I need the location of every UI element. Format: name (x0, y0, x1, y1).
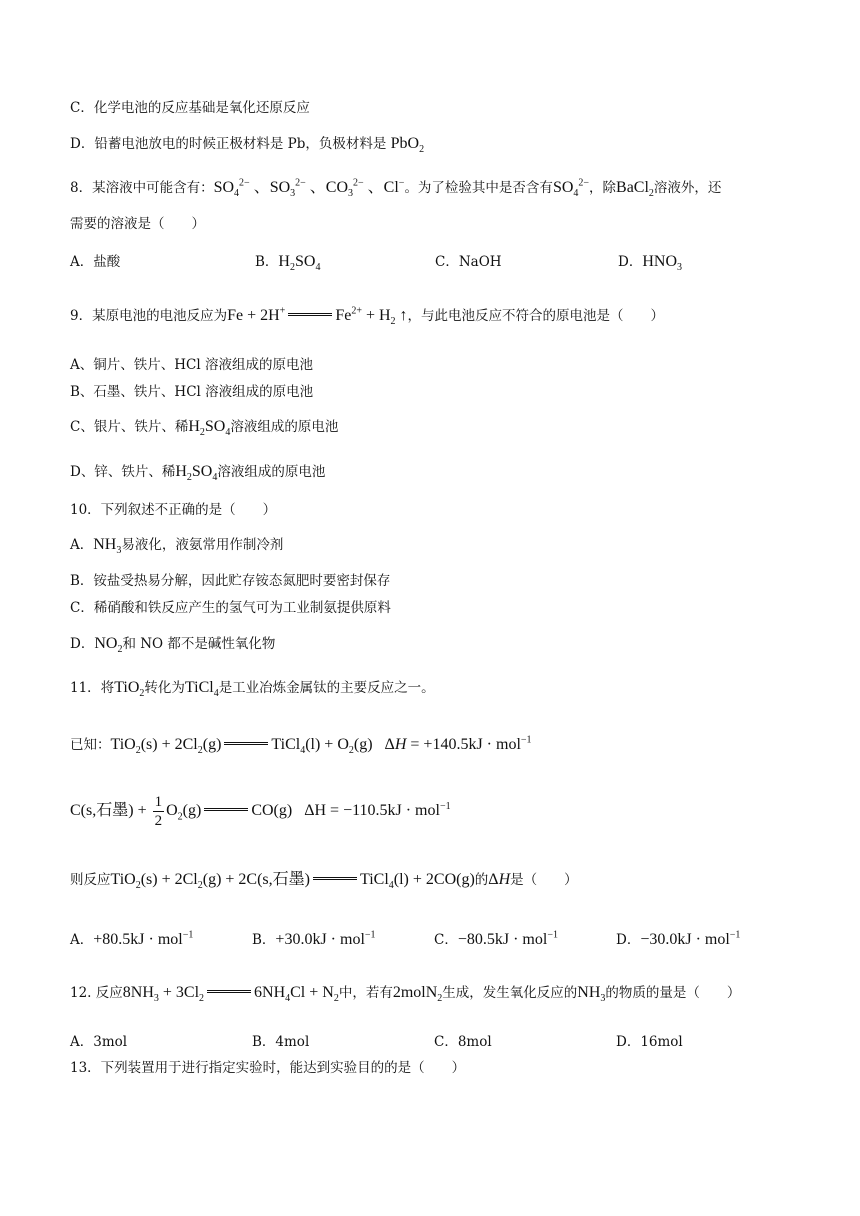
q8-option-d: D．$HNO_3$ (618, 253, 682, 274)
q7-option-d (70, 134, 424, 154)
q8-ion-so4: $SO_4^{2-}$ (552, 177, 590, 200)
q8-option-b: B．$H_2SO_4$ (255, 253, 321, 274)
q7-option-d-text: D．铅蓄电池放电的时候正极材料是 Pb，负极材料是 (70, 136, 391, 152)
q11-target-prefix: 则反应 (70, 872, 111, 888)
q13-stem: 13．下列装置用于进行指定实验时，能达到实验目的的是（ ） (70, 1060, 466, 1076)
q11-option-c: C．−80.5kJ · mol$^{-1}$ (434, 929, 558, 948)
q8-stem-except: ，除 (589, 180, 617, 196)
q11-target-suffix: 是（ ） (510, 872, 578, 888)
q12-option-b: B．4mol (252, 1034, 310, 1050)
q11-fraction-half: $\frac{1}{2}$ (154, 794, 163, 829)
q8-ion-list: $SO_4^{2-}$ 、$SO_3^{2-}$ 、$CO_3^{2-}$ 、Cl− (213, 177, 405, 200)
q10-option-c: C．稀硝酸和铁反应产生的氢气可为工业制氨提供原料 (70, 600, 391, 616)
q8-stem-line2: 需要的溶液是（ ） (70, 216, 205, 232)
q9-reaction: Fe + 2H+ $Fe^{2+} + H_2$ ↑ (227, 305, 408, 328)
q9-option-c: C、银片、铁片、稀$H_2SO_4$溶液组成的原电池 (70, 418, 339, 439)
q9-option-d: D、锌、铁片、稀$H_2SO_4$溶液组成的原电池 (70, 463, 326, 484)
q11-known-label: 已知： (70, 737, 111, 753)
q11-stem: 11．将TiO$_2$转化为TiCl$_4$是工业冶炼金属钛的主要反应之一。 (70, 679, 435, 700)
q11-target-reaction: $TiO_2(s) + 2Cl_2(g) + 2C(s$,石墨) TiCl$_4$(l) + 2CO(g) (110, 871, 475, 892)
q11-target-of: 的 (474, 872, 489, 888)
q11-target: 则反应$TiO_2(s) + 2Cl_2(g) + 2C(s$,石墨) TiCl$_4$(l) + 2CO(g)的ΔH是（ ） (70, 871, 578, 892)
q8-stem-prefix: 8．某溶液中可能含有： (70, 180, 214, 196)
q9-stem-prefix: 9．某原电池的电池反应为 (70, 308, 228, 324)
q10-stem: 10．下列叙述不正确的是（ ） (70, 502, 277, 518)
q8-stem-end: 溶液外，还 (653, 180, 722, 196)
q12-stem-prefix: 12. 反应 (70, 985, 123, 1001)
q9-option-a: A、铜片、铁片、HCl 溶液组成的原电池 (70, 357, 313, 373)
q11-known-eq1 (70, 735, 532, 755)
q11-option-d: D．−30.0kJ · mol$^{-1}$ (616, 929, 741, 948)
q7-option-c: C．化学电池的反应基础是氧化还原反应 (70, 100, 310, 116)
q11-option-a: A．+80.5kJ · mol$^{-1}$ (70, 929, 194, 948)
q12-option-d: D．16mol (616, 1034, 683, 1050)
q8-option-a: A．盐酸 (70, 254, 121, 270)
q11-equation-2: C(s,石墨) + $\frac{1}{2}$ $O_2(g)$ CO(g) ΔH = −110.5kJ · mol$^{-1}$ (70, 794, 451, 829)
q11-equation-1: $TiO_2(s) + 2Cl_2(g)$ TiCl$_4$(l) + $O_2(g) \Delta H = +140.5kJ \cdot mol^{-1}$ (110, 734, 532, 757)
q9-option-b: B、石墨、铁片、HCl 溶液组成的原电池 (70, 384, 314, 400)
q10-option-d: D．$NO_2$和 NO 都不是碱性氧化物 (70, 635, 276, 656)
q8-stem-line1 (70, 178, 721, 198)
q8-bacl2: BaCl$_2$ (616, 179, 654, 200)
q8-stem-mid: 。为了检验其中是否含有 (404, 180, 553, 196)
q12-stem: 12. 反应$8NH_3 + 3Cl_2$ $6NH_4Cl + N_2$中，若有2molN$_2$生成，发生氧化反应的$NH_3$的物质的量是（ ） (70, 984, 741, 1005)
q10-option-b: B．铵盐受热易分解，因此贮存铵态氮肥时要密封保存 (70, 573, 391, 589)
q11-known-eq2 (70, 793, 451, 830)
q9-stem (70, 306, 664, 326)
q12-reaction: $8NH_3 + 3Cl_2$ $6NH_4Cl + N_2$ (122, 984, 339, 1005)
q8-option-c: C．NaOH (435, 254, 502, 270)
q11-option-b: B．+30.0kJ · mol$^{-1}$ (252, 929, 376, 948)
q7-formula-pbo2: PbO$_2$ (390, 135, 425, 156)
q12-option-c: C．8mol (434, 1034, 492, 1050)
q9-stem-suffix: ，与此电池反应不符合的原电池是（ ） (407, 308, 665, 324)
q10-option-a: A．$NH_3$易液化，液氨常用作制冷剂 (70, 536, 284, 557)
q12-option-a: A．3mol (70, 1034, 128, 1050)
